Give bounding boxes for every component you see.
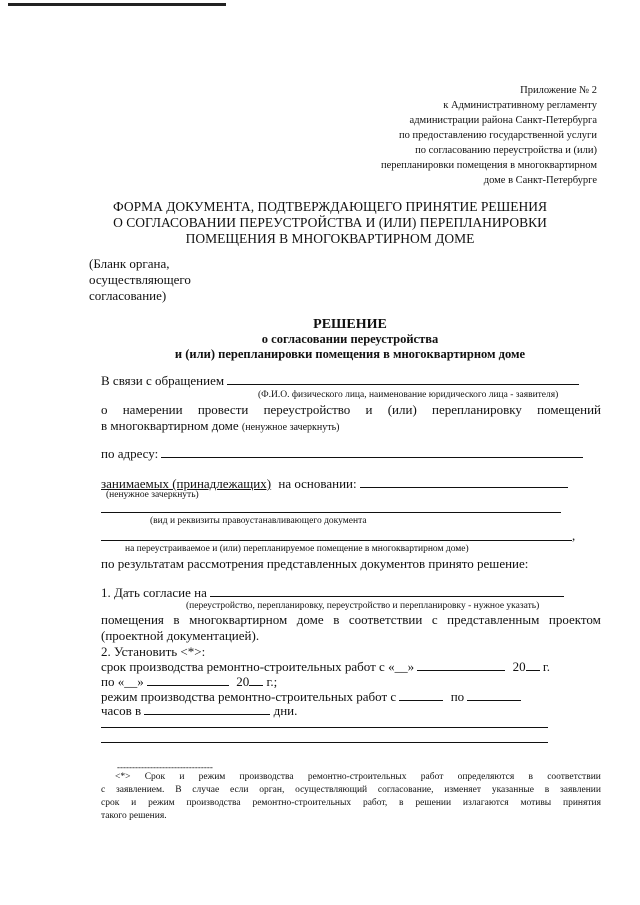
address-field[interactable]: [161, 447, 583, 458]
word: помещений: [537, 402, 601, 417]
word: решении: [415, 798, 452, 808]
blank-line: согласование): [89, 288, 167, 303]
intent-text: в многоквартирном доме: [101, 418, 239, 433]
word: режим: [198, 772, 226, 782]
footnote-separator: --------------------------------: [117, 762, 213, 772]
term-row: [101, 659, 550, 675]
footnote-line-4: такого решения.: [101, 811, 167, 821]
hours-row: [101, 703, 297, 719]
term-start-year-field[interactable]: [526, 660, 540, 671]
footnote-line-2: [101, 785, 601, 795]
applicant-hint: (Ф.И.О. физического лица, наименование юридического лица - заявителя): [258, 390, 559, 400]
word: (или): [387, 402, 417, 417]
decision-title: РЕШЕНИЕ: [313, 317, 387, 332]
occupied-hint: (ненужное зачеркнуть): [106, 490, 199, 500]
word: в: [528, 772, 533, 782]
word: работ,: [362, 798, 388, 808]
word: с: [431, 612, 438, 627]
word: принятия: [563, 798, 601, 808]
word: работ: [420, 772, 444, 782]
decision-subtitle: и (или) перепланировки помещения в многоквартирном доме: [174, 347, 526, 361]
word: о: [101, 402, 108, 417]
blank-line: (Бланк органа,: [89, 256, 170, 271]
word: соответствии: [547, 772, 601, 782]
appendix-line: Приложение № 2: [520, 85, 597, 96]
blank-line: осуществляющего: [89, 272, 191, 287]
term-end-row: [101, 674, 277, 690]
footnote-line-1: [101, 772, 601, 782]
days-suffix: дни.: [273, 703, 298, 718]
word: производства: [186, 798, 241, 808]
word: ремонтно-строительных: [307, 772, 407, 782]
item1-line-2: [101, 612, 601, 628]
address-row: [101, 446, 583, 462]
year-prefix: 20: [512, 659, 526, 674]
word: намерении: [122, 402, 183, 417]
word: многоквартирном: [189, 612, 288, 627]
word: осуществляющий: [295, 785, 368, 795]
hours-label: часов в: [101, 703, 142, 718]
basis-field[interactable]: [360, 477, 568, 488]
mode-to-label: по: [450, 689, 465, 704]
occupied-label: занимаемых (принадлежащих): [101, 476, 272, 491]
word: с: [101, 785, 106, 795]
form-title-line: О СОГЛАСОВАНИИ ПЕРЕУСТРОЙСТВА И (ИЛИ) ПЕРЕПЛАНИРОВКИ: [113, 215, 547, 230]
word: излагаются: [462, 798, 509, 808]
word: В: [175, 785, 182, 795]
item1-row: [101, 585, 564, 601]
word: указанные: [491, 785, 535, 795]
word: представленным: [447, 612, 540, 627]
word: и: [179, 772, 185, 782]
appendix-line: по согласованию переустройства и (или): [415, 145, 597, 156]
term-end-year-field[interactable]: [249, 675, 263, 686]
word: ремонтно-строительных: [252, 798, 352, 808]
header-rule: [8, 3, 226, 6]
appendix-block: [267, 83, 597, 188]
word: изменяет: [444, 785, 482, 795]
form-title: [60, 199, 600, 247]
word: производства: [239, 772, 294, 782]
strike-hint: (ненужное зачеркнуть): [241, 422, 340, 433]
year-suffix: г.;: [266, 674, 278, 689]
word: <*>: [115, 772, 131, 782]
appendix-line: администрации района Санкт-Петербурга: [409, 115, 597, 126]
appendix-line: доме в Санкт-Петербурге: [483, 175, 597, 186]
word: срок: [101, 798, 120, 808]
word: орган,: [259, 785, 285, 795]
word: мотивы: [520, 798, 552, 808]
mode-label: режим производства ремонтно-строительных работ с: [101, 689, 397, 704]
word: переустройство: [263, 402, 351, 417]
word: заявлением.: [115, 785, 165, 795]
form-title-line: ФОРМА ДОКУМЕНТА, ПОДТВЕРЖДАЮЩЕГО ПРИНЯТИЕ РЕШЕНИЯ: [113, 199, 547, 214]
item1-line-3: (проектной документацией).: [101, 628, 260, 643]
document-line[interactable]: [101, 512, 561, 513]
appendix-line: перепланировки помещения в многоквартирном: [380, 160, 597, 171]
item1-label: 1. Дать согласие на: [101, 585, 207, 600]
word: определяются: [457, 772, 515, 782]
word: проектом: [548, 612, 601, 627]
form-title-line: ПОМЕЩЕНИЯ В МНОГОКВАРТИРНОМ ДОМЕ: [185, 231, 475, 246]
address-label: по адресу:: [101, 446, 159, 461]
word: режим: [148, 798, 175, 808]
mode-from-field[interactable]: [399, 690, 443, 701]
term-label: срок производства ремонтно-строительных работ с «__»: [101, 659, 415, 674]
word: заявлении: [560, 785, 601, 795]
consent-hint: (переустройство, перепланировку, переустройство и перепланировку - нужное указать): [186, 601, 540, 611]
blank-line[interactable]: [101, 727, 548, 728]
word: перепланировку: [432, 402, 522, 417]
to-label: по «__»: [101, 674, 144, 689]
term-start-month-field[interactable]: [417, 660, 505, 671]
consent-field[interactable]: [210, 586, 564, 597]
word: в: [399, 798, 404, 808]
appeal-row: [101, 373, 579, 389]
word: и: [365, 402, 373, 417]
year-prefix: 20: [236, 674, 250, 689]
document-line-2[interactable]: [101, 540, 572, 541]
word: в: [544, 785, 550, 795]
word: в: [173, 612, 180, 627]
decision-heading: [150, 317, 550, 362]
intent-line: [101, 402, 601, 418]
basis-label: на основании:: [278, 476, 357, 491]
word: помещения: [101, 612, 164, 627]
word: в: [333, 612, 340, 627]
applicant-field[interactable]: [227, 374, 579, 385]
document-hint: (вид и реквизиты правоустанавливающего документа: [150, 516, 367, 526]
mode-to-field[interactable]: [467, 690, 521, 701]
blank-line[interactable]: [101, 742, 548, 743]
appendix-line: к Административному регламенту: [443, 100, 597, 111]
comma: ,: [572, 528, 576, 543]
word: и: [131, 798, 137, 808]
footnote-line-3: [101, 798, 601, 808]
word: Срок: [144, 772, 166, 782]
word: провести: [197, 402, 249, 417]
word: согласование,: [377, 785, 434, 795]
appeal-label: В связи с обращением: [101, 373, 225, 388]
appendix-line: по предоставлению государственной услуги: [399, 130, 597, 141]
authority-blank-label: [89, 256, 191, 304]
word: доме: [296, 612, 324, 627]
term-end-month-field[interactable]: [147, 675, 229, 686]
intent-line-2: [101, 418, 340, 434]
premises-hint: на переустраиваемое и (или) перепланируемое помещение в многоквартирном доме): [125, 544, 469, 554]
decision-subtitle: о согласовании переустройства: [261, 332, 439, 346]
item2-label: 2. Установить <*>:: [101, 644, 206, 659]
year-suffix: г.: [542, 659, 550, 674]
word: случае: [192, 785, 220, 795]
word: если: [229, 785, 249, 795]
results-line: по результатам рассмотрения представленных документов принято решение:: [101, 556, 529, 571]
word: соответствии: [348, 612, 423, 627]
days-field[interactable]: [144, 704, 270, 715]
